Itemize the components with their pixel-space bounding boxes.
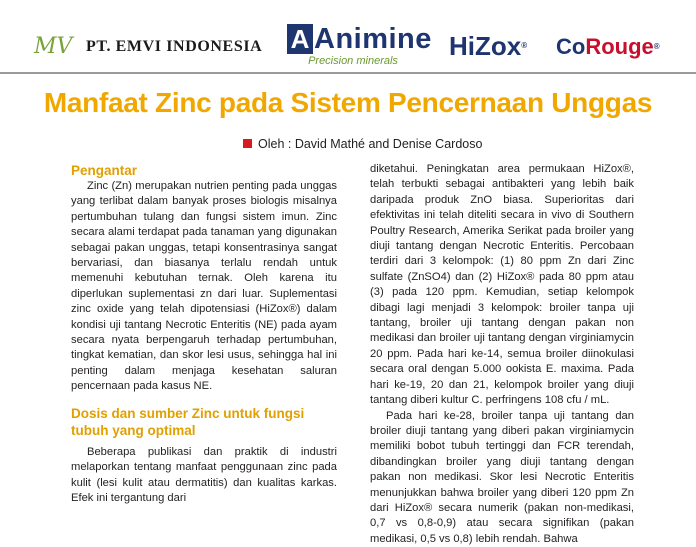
paragraph-pengantar: Zinc (Zn) merupakan nutrien penting pada unggas yang terlibat dalam banyak proses biologis misalnya pertumbuhan tulang dan fungsi sistem imun. Zinc secara alami terdapat pada tanaman yang digunakan sebagai pakan unggas, tetapi konsentrasinya sangat bervariasi, dan biasanya terlalu rendah untuk memenuhi kebutuhan ternak. Oleh karena itu diperlukan suplementasi zn dari luar. Suplementasi zinc oxide yang telah dipotensiasi (HiZox®) dalam kondisi uji tantang Necrotic Enteritis (NE) pada ayam secara nyata berpengaruh terhadap pertumbuhan, tingkat kematian, dan skor lesi usus, sehingga hal ini penting dalam menjaga kesehatan saluran pencernaan pada kasus NE. — [71, 179, 337, 395]
corouge-logo — [556, 32, 660, 62]
animine-wordmark: Animine — [314, 22, 432, 56]
byline-text: Oleh : David Mathé and Denise Cardoso — [258, 137, 482, 151]
emvi-logo: MV — [34, 32, 64, 62]
hizox-wordmark: HiZox — [449, 31, 521, 61]
company-name: PT. EMVI INDONESIA — [86, 38, 262, 56]
header-divider — [0, 72, 696, 74]
corouge-rouge: Rouge — [585, 34, 653, 59]
red-square-icon — [243, 139, 252, 148]
byline — [243, 136, 482, 152]
corouge-co: Co — [556, 34, 585, 59]
section-heading-dosis: Dosis dan sumber Zinc untuk fungsi tubuh yang optimal — [71, 405, 337, 439]
paragraph-hasil: Pada hari ke-28, broiler tanpa uji tantang dan broiler diuji tantang yang diberi pakan virginiamycin memiliki bobot tubuh tertinggi dan FCR terendah, dibandingkan broiler yang diuji tantang dengan pakan non medikasi. Skor lesi Necrotic Enteritis menunjukkan bahwa broiler yang diberi 120 ppm Zn dari HiZox® secara numerik (pakan non-medikasi, 0,7 vs 0,8-0,9) atau secara signifikan (pakan medikasi, 0,5 vs 0,8) lebih rendah. Bahwa — [370, 409, 634, 547]
paragraph-dosis: Beberapa publikasi dan praktik di industri melaporkan tentang manfaat penggunaan zinc pada kulit (lesi kulit atau dermatitis) dan kualitas karkas. Efek ini tergantung dari — [71, 445, 337, 507]
hizox-logo — [449, 30, 527, 62]
section-heading-pengantar: Pengantar — [71, 162, 337, 179]
left-column — [71, 162, 337, 506]
paragraph-percobaan: diketahui. Peningkatan area permukaan HiZox®, telah terbukti sebagai antibakteri yang lebih baik daripada produk ZnO biasa. Superioritas dari efektivitas ini telah diteliti secara in vivo di Southern Poultry Research, Amerika Serikat pada broiler yang diuji tantang dengan Necrotic Enteritis. Percobaan terdiri dari 3 kelompok: (1) 80 ppm Zn dari Zinc sulfate (ZnSO4) dan (2) HiZox® pada 80 ppm atau (3) pada 120 ppm. Kemudian, setiap kelompok dibagi lagi menjadi 3 kelompok: broiler tanpa uji tantang, broiler uji tantang dengan pakan non medikasi dan broiler uji tantang dengan virginiamycin 20 ppm. Pada hari ke-14, semua broiler diinokulasi secara oral dengan 5.000 ookista E. maxima. Pada hari ke-19, 20 dan 21, kelompok broiler yang diuji tantang diberi kultur C. perfringens 108 cfu / mL. — [370, 162, 634, 409]
registered-mark: ® — [654, 42, 660, 51]
header-banner — [0, 0, 696, 72]
animine-logo-mark: A — [287, 24, 313, 54]
animine-logo — [287, 24, 419, 68]
right-column — [370, 162, 634, 547]
animine-tagline: Precision minerals — [287, 55, 419, 68]
article-title: Manfaat Zinc pada Sistem Pencernaan Unggas — [0, 84, 696, 122]
registered-mark: ® — [521, 41, 527, 50]
